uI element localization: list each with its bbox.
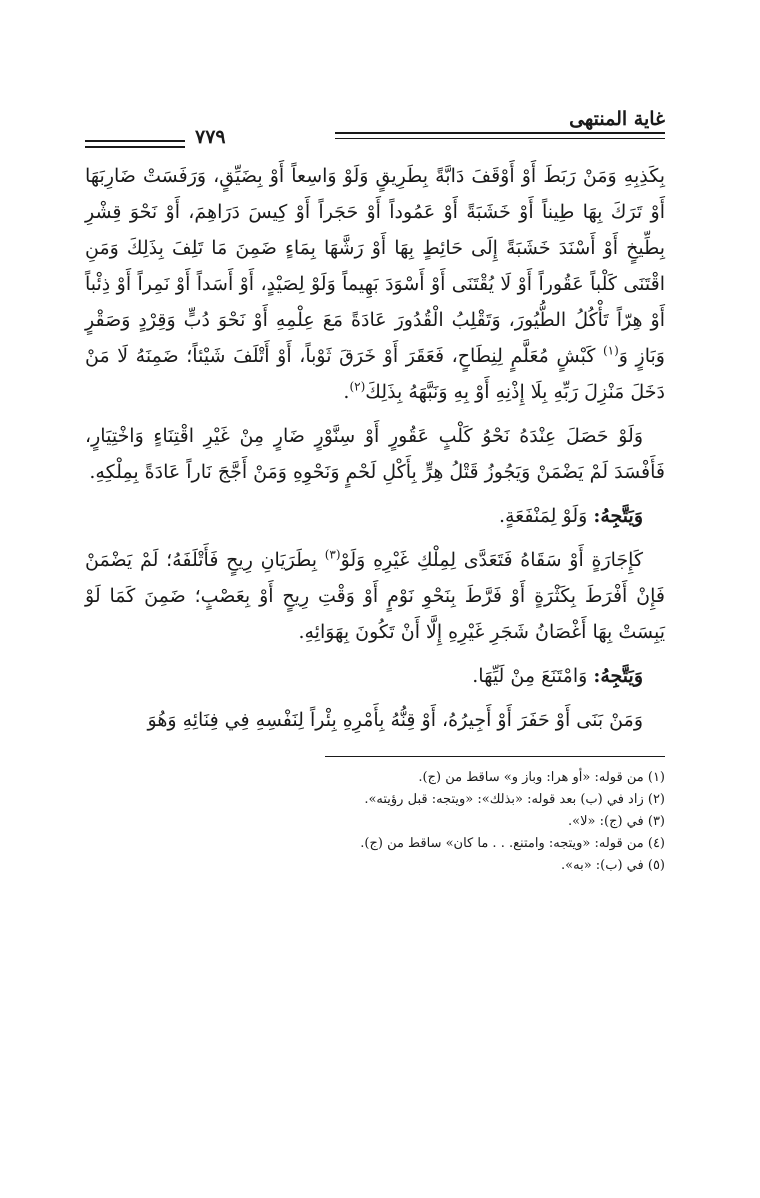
footnote-4: (٤) من قوله: «ويتجه: وامتنع. . . ما كان» ساقط من (ج). xyxy=(360,836,665,851)
footnote-1: (١) من قوله: «أو هرا: وباز و» ساقط من (ج). xyxy=(418,770,665,785)
header-rule xyxy=(335,132,665,134)
paragraph-6: وَمَنْ بَنَى أَوْ حَفَرَ أَوْ أَجِيرُهُ، أَوْ قِنُّهُ بِأَمْرِهِ بِئْراً لِنَفْسِهِ فِي فِنَائِهِ وَهُوَ xyxy=(147,709,643,731)
running-header xyxy=(85,100,665,152)
footnote-separator xyxy=(325,756,665,757)
footnote-ref-3: (٣) xyxy=(324,547,341,562)
page-number: ٧٧٩ xyxy=(195,126,226,148)
yattajih-heading: وَيَتَّجِهُ: xyxy=(593,665,643,687)
paragraph-5: وَيَتَّجِهُ: وَامْتَنَعَ مِنْ لَيِّهَا. xyxy=(472,665,643,687)
paragraph-4: كَإِجَارَةٍ أَوْ سَقَاهُ فَتَعَدَّى لِمِلْكِ غَيْرِهِ وَلَوْ$^{(٣)}$ بِطَرَيَانِ رِيحٍ فَأَتْلَفَهُ؛ لَمْ يَضْمَنْ فَإِنْ أَفْرَطَ بِكَثْرَةٍ أَوْ فَرَّطَ بِنَحْوِ نَوْمٍ أَوْ وَقْتِ رِيحٍ أَوْ بِعَصْبٍ؛ ضَمِنَ كَمَا لَوْ يَبِسَتْ بِهَا أَغْصَانُ شَجَرِ غَيْرِهِ إِلَّا أَنْ تَكُونَ بِهَوَائِهِ. xyxy=(85,547,665,643)
yattajih-heading: وَيَتَّجِهُ: xyxy=(593,505,643,527)
footnote-2: (٢) زاد في (ب) بعد قوله: «بذلك»: «ويتجه: قبل رؤيته». xyxy=(364,792,665,807)
body-text xyxy=(85,158,665,738)
header-rule-left xyxy=(85,140,185,142)
footnotes xyxy=(85,767,665,877)
footnote-3: (٣) في (ج): «لا». xyxy=(568,814,665,829)
paragraph-1: بِكَذِبِهِ وَمَنْ رَبَطَ أَوْ أَوْقَفَ دَابَّةً بِطَرِيقٍ وَلَوْ وَاسِعاً أَوْ بِضَيِّقٍ، وَرَفَسَتْ ضَارِبَهَا أَوْ تَرَكَ بِهَا طِيناً أَوْ خَشَبَةً أَوْ عَمُوداً أَوْ حَجَراً أَوْ كِيسَ دَرَاهِمَ، أَوْ نَحْوَ قِشْرِ بِطِّيخٍ أَوْ أَسْنَدَ خَشَبَةً إِلَى حَائِطٍ بِهَا أَوْ رَشَّهَا بِمَاءٍ ضَمِنَ مَا تَلِفَ بِذَلِكَ وَمَنِ اقْتَنَى كَلْباً عَقُوراً أَوْ لَا يُقْتَنَى أَوْ أَسْوَدَ بَهِيماً وَلَوْ لِصَيْدٍ، أَوْ أَسَداً أَوْ نَمِراً أَوْ ذِئْباً أَوْ هِرّاً تَأْكُلُ الطُّيُورَ، وَتَقْلِبُ الْقُدُورَ عَادَةً مَعَ عِلْمِهِ أَوْ نَحْوَ دُبٍّ وَقِرْدٍ وَصَقْرٍ وَبَازٍ وَ$^{(١)}$ كَبْشٍ مُعَلَّمٍ لِنِطَاحٍ، فَعَقَرَ أَوْ خَرَقَ ثَوْباً، أَوْ أَتْلَفَ شَيْئاً؛ ضَمِنَهُ لَا مَنْ دَخَلَ مَنْزِلَ رَبِّهِ بِلَا إِذْنِهِ أَوْ بِهِ وَنَبَّهَهُ بِذَلِكَ$^{(٢)}$. xyxy=(85,165,665,403)
header-rule-under xyxy=(335,138,665,139)
footnote-ref-2: (٢) xyxy=(349,379,366,394)
page xyxy=(85,100,665,877)
paragraph-3: وَيَتَّجِهُ: وَلَوْ لِمَنْفَعَةٍ. xyxy=(498,505,643,527)
header-title: غاية المنتهى xyxy=(569,108,665,130)
paragraph-2: وَلَوْ حَصَلَ عِنْدَهُ نَحْوُ كَلْبٍ عَقُورٍ أَوْ سِنَّوْرٍ ضَارٍ مِنْ غَيْرِ اقْتِنَاءٍ وَاخْتِيَارٍ، فَأَفْسَدَ لَمْ يَضْمَنْ وَيَجُوزُ قَتْلُ هِرٍّ بِأَكْلِ لَحْمٍ وَنَحْوِهِ وَمَنْ أَجَّجَ نَاراً عَادَةً بِمِلْكِهِ. xyxy=(85,425,665,483)
header-rule-left-double xyxy=(85,146,185,148)
footnote-ref-1: (١) xyxy=(602,343,619,358)
footnote-5: (٥) في (ب): «به». xyxy=(561,858,665,873)
